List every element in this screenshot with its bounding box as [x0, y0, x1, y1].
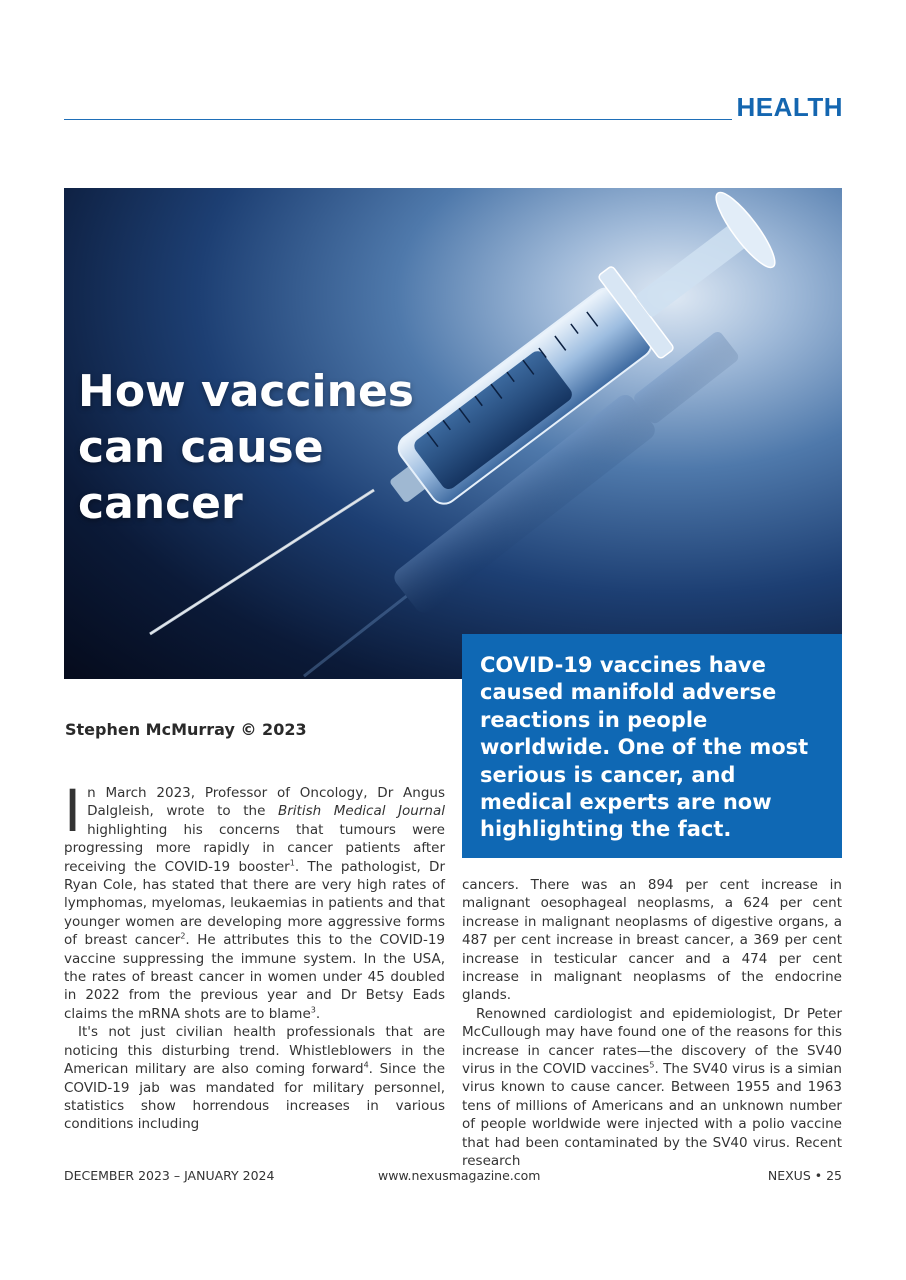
section-label: HEALTH [736, 92, 843, 122]
text-run: highlighting his concerns that tumours were progressing more rapidly in cancer patients after receiving the COVID-19 booster [64, 821, 445, 875]
drop-cap: I [64, 777, 82, 845]
reference-2: 2 [180, 931, 186, 941]
paragraph: cancers. There was an 894 per cent increase in malignant oesophageal neoplasms, a 624 per cent increase in malignant neoplasms of digestive organs, a 487 per cent increase in breast cancer, a 369 per cent increase in testicular cancer and a 474 per cent increase in malignant neoplasms of the endocrine glands. [462, 877, 842, 1004]
byline: Stephen McMurray © 2023 [65, 720, 307, 739]
text-run: Renowned cardiologist and epidemiologist, Dr Peter McCullough may have found one of the reasons for this increase in cancer rates—the discovery of the SV40 virus in the COVID vaccines [462, 1005, 842, 1078]
reference-1: 1 [289, 858, 295, 868]
reference-3: 3 [310, 1005, 316, 1015]
text-run: It's not just civilian health professionals that are noticing this disturbing trend. Whistleblowers in the American military are also coming forward [64, 1024, 445, 1078]
text-run: n March 2023, Professor of Oncology, Dr Angus Dalgleish, wrote to the [87, 785, 445, 820]
article-column-2 [462, 876, 842, 1171]
text-run: . [315, 1005, 321, 1022]
article-title: How vaccines can cause cancer [78, 366, 414, 529]
text-run: . He attributes this to the COVID-19 vaccine suppressing the immune system. In the USA, the rates of breast cancer in women under 45 doubled in 2022 from the previous year and Dr Betsy Eads claims the mRNA shots are to blame [64, 932, 445, 1022]
text-run: . Since the COVID-19 jab was mandated for military personnel, statistics show horrendous increases in various conditions including [64, 1061, 446, 1133]
text-run: . The SV40 virus is a simian virus known to cause cancer. Between 1955 and 1963 tens of millions of Americans and an unknown number of people worldwide were injected with a polio vaccine that had been contaminated by the SV40 virus. Recent research [462, 1061, 842, 1170]
standfirst-box [462, 634, 842, 858]
paragraph [64, 1023, 445, 1133]
reference-4: 4 [363, 1060, 369, 1070]
journal-name: British Medical Journal [277, 803, 445, 820]
paragraph [64, 777, 445, 1023]
footer-page-number: NEXUS • 25 [767, 1168, 842, 1183]
paragraph [462, 1005, 842, 1171]
header-rule [64, 119, 732, 120]
footer-website[interactable]: www.nexusmagazine.com [378, 1168, 541, 1183]
footer-issue: DECEMBER 2023 – JANUARY 2024 [64, 1168, 275, 1183]
standfirst-text: COVID-19 vaccines have caused manifold adverse reactions in people worldwide. One of the most serious is cancer, and medical experts are now highlighting the fact. [480, 653, 809, 842]
text-run: . The pathologist, Dr Ryan Cole, has stated that there are very high rates of lymphomas, myelomas, leukaemias in patients and that younger women are developing more aggressive forms of breast cancer [64, 858, 445, 949]
hero-image [64, 188, 842, 679]
reference-5: 5 [649, 1060, 655, 1070]
article-column-1 [64, 777, 446, 1134]
